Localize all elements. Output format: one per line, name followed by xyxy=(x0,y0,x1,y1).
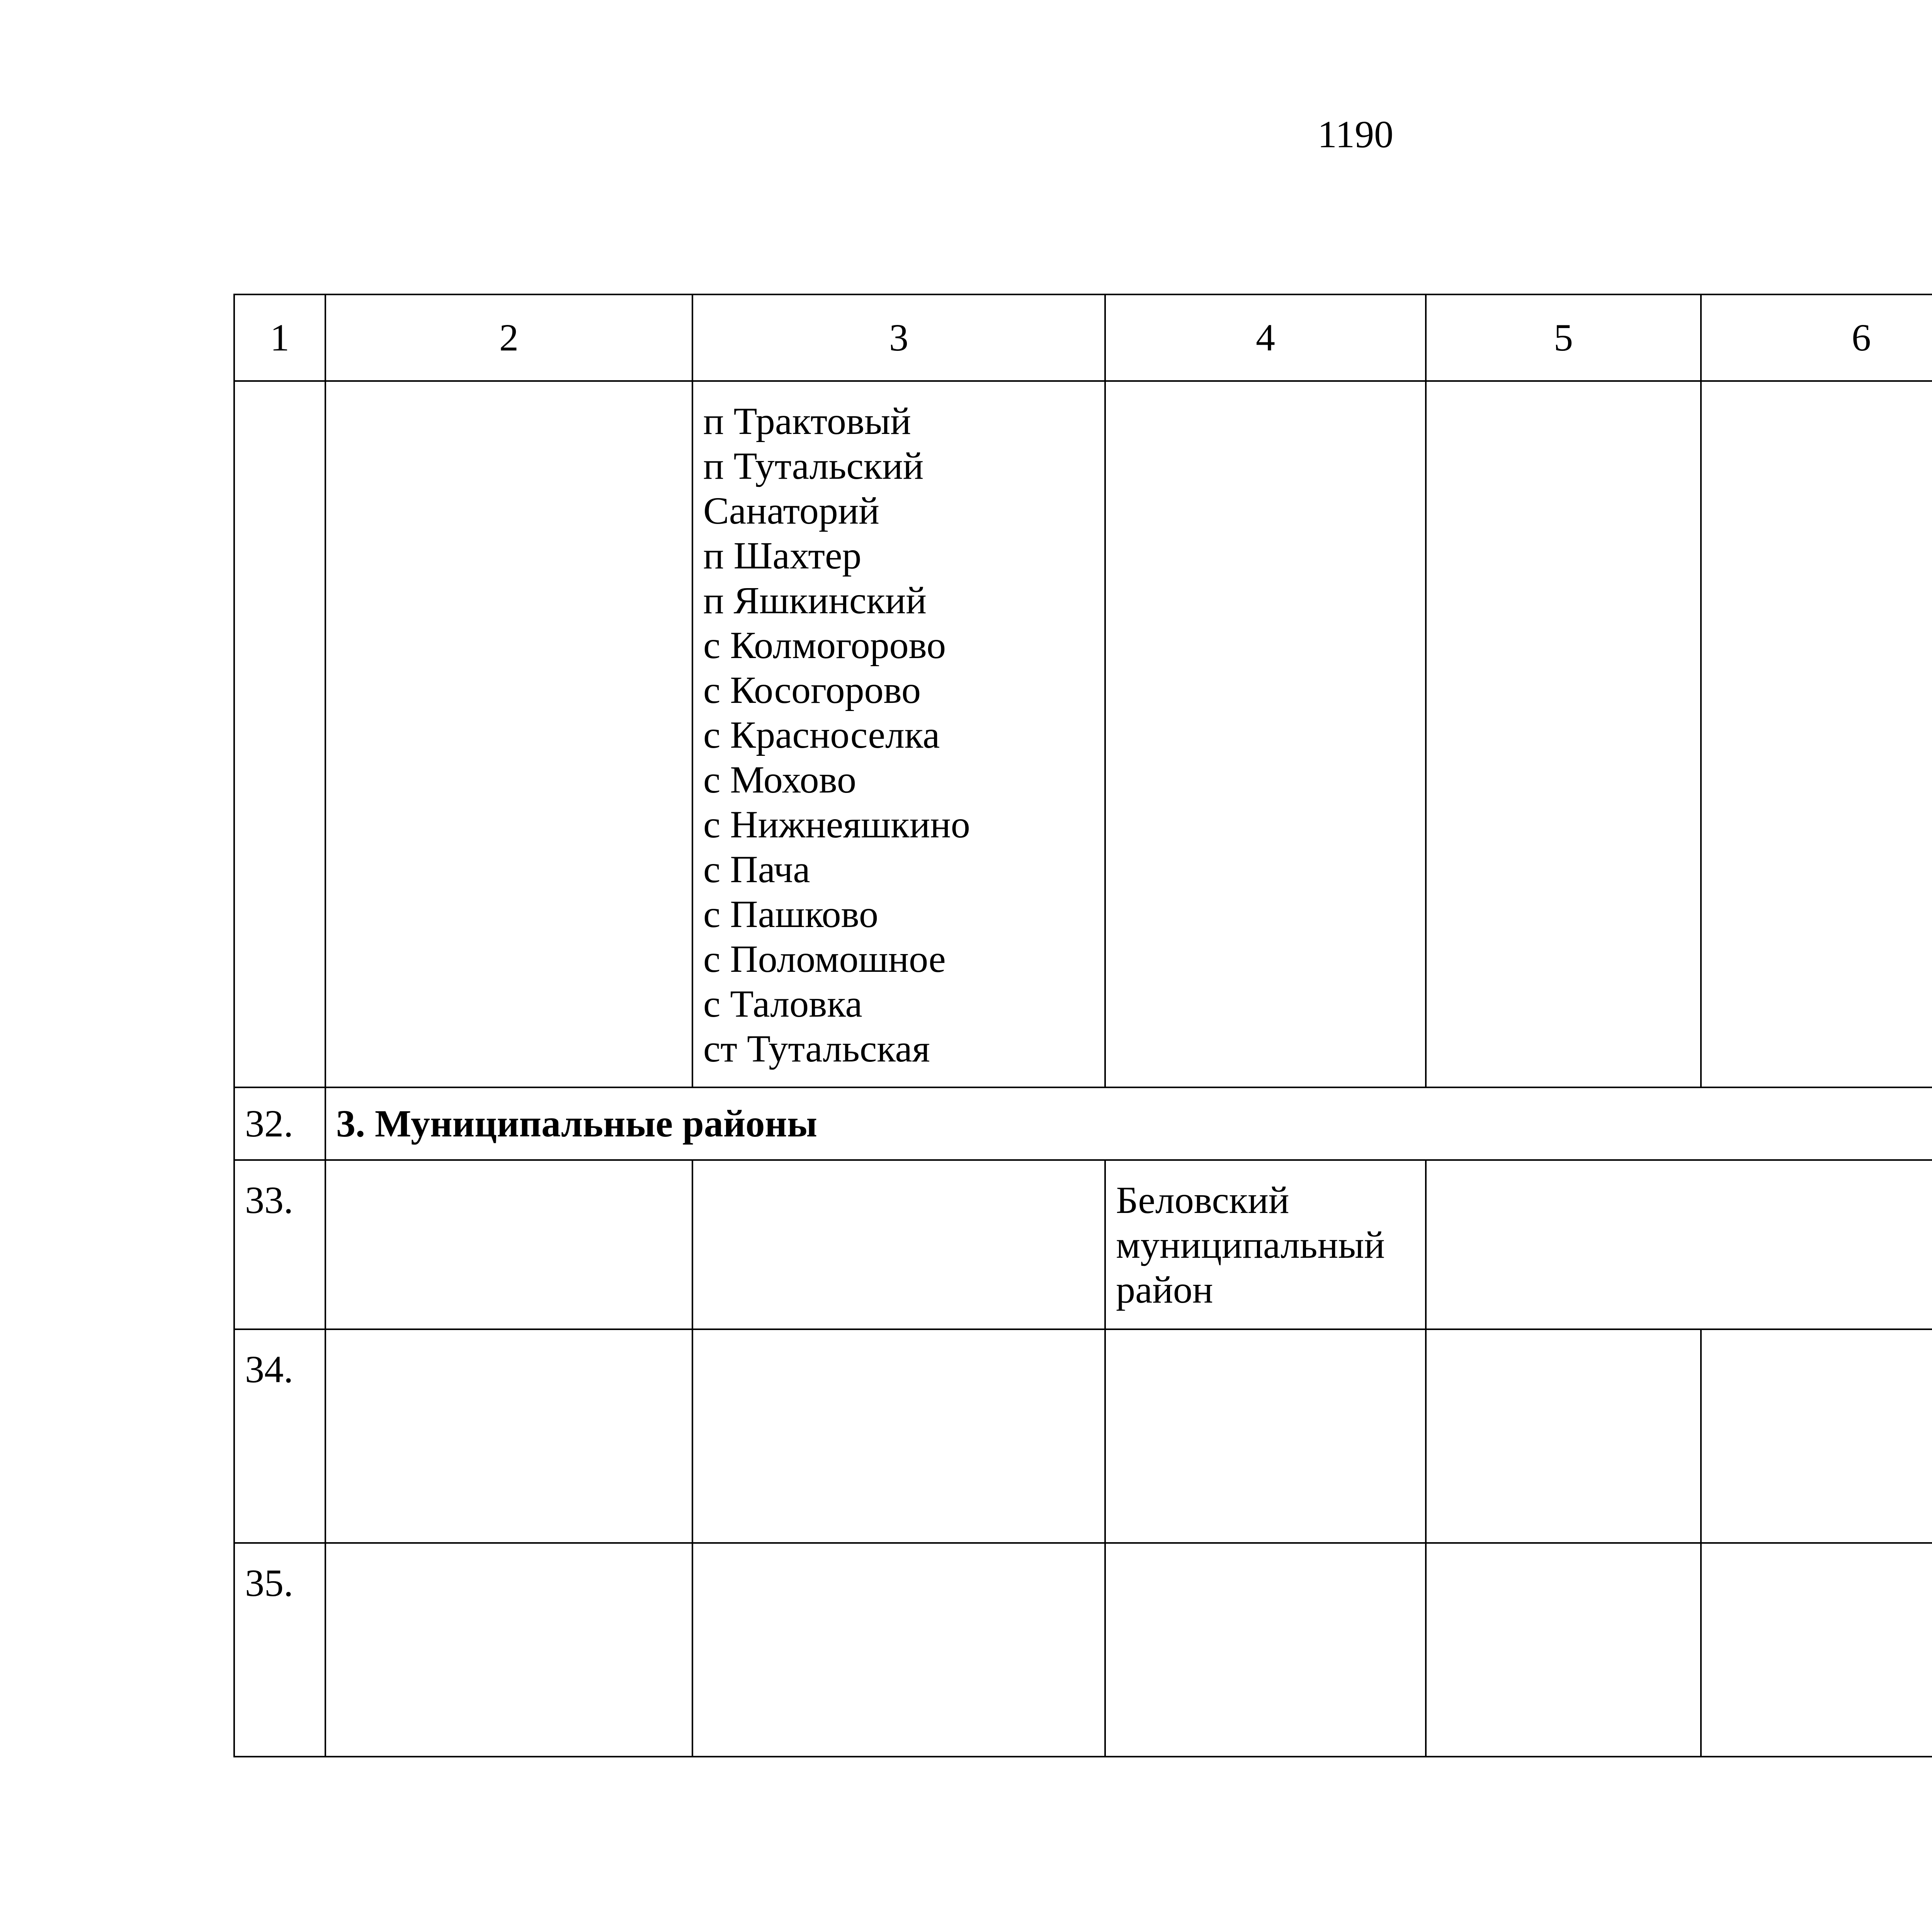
row-number: 32. xyxy=(234,1087,325,1160)
locality-item: с Поломошное xyxy=(703,937,946,980)
locality-item: ст Тутальская xyxy=(703,1027,930,1070)
cell-empty xyxy=(1105,1329,1426,1543)
locality-item: с Пашково xyxy=(703,893,879,936)
district-name-cell xyxy=(1105,1160,1426,1329)
data-table xyxy=(233,294,1932,1757)
locality-item: с Красноселка xyxy=(703,713,940,756)
table-row-33 xyxy=(234,1160,1932,1329)
locality-item: п Яшкинский xyxy=(703,579,927,622)
header-cell-3: 3 xyxy=(692,294,1105,381)
header-cell-4: 4 xyxy=(1105,294,1426,381)
header-row xyxy=(234,294,1932,381)
cell-empty xyxy=(325,1160,692,1329)
cell-empty xyxy=(692,1543,1105,1757)
cell-empty xyxy=(1701,381,1932,1087)
locality-item: с Колмогорово xyxy=(703,624,946,667)
cell-empty xyxy=(325,381,692,1087)
cell-empty xyxy=(1426,1329,1701,1543)
header-cell-6: 6 xyxy=(1701,294,1932,381)
locality-item: п Тутальский xyxy=(703,444,924,487)
cell-empty xyxy=(1701,1329,1932,1543)
locality-item: с Таловка xyxy=(703,982,862,1025)
cell-empty xyxy=(692,1160,1105,1329)
table-row-35 xyxy=(234,1543,1932,1757)
locality-item: с Косогорово xyxy=(703,668,921,711)
cell-empty xyxy=(1426,381,1701,1087)
locality-item: с Нижнеяшкино xyxy=(703,803,970,846)
cell-empty xyxy=(325,1543,692,1757)
locality-item: п Шахтер xyxy=(703,534,862,577)
district-name-line: муниципальный xyxy=(1116,1223,1385,1266)
table-row-32 xyxy=(234,1087,1932,1160)
section-title: 3. Муниципальные районы xyxy=(325,1087,1932,1160)
page-number: 1190 xyxy=(1317,113,1394,156)
cell-empty xyxy=(1426,1543,1701,1757)
header-cell-5: 5 xyxy=(1426,294,1701,381)
cell-empty xyxy=(1105,381,1426,1087)
cell-empty xyxy=(325,1329,692,1543)
district-name-line: Беловский xyxy=(1116,1179,1289,1221)
header-cell-2: 2 xyxy=(325,294,692,381)
locality-item: с Пача xyxy=(703,848,810,891)
locality-item: п Трактовый xyxy=(703,400,911,442)
cell-empty xyxy=(1105,1543,1426,1757)
row-number: 33. xyxy=(234,1160,325,1329)
locality-item: Санаторий xyxy=(703,489,879,532)
cell-empty xyxy=(692,1329,1105,1543)
cell-empty xyxy=(234,381,325,1087)
row-number: 35. xyxy=(234,1543,325,1757)
locality-item: с Мохово xyxy=(703,758,857,801)
cell-empty-merged xyxy=(1426,1160,1932,1329)
locality-list-cell xyxy=(692,381,1105,1087)
table-row-continuation xyxy=(234,381,1932,1087)
district-name-line: район xyxy=(1116,1268,1213,1311)
table-row-34 xyxy=(234,1329,1932,1543)
row-number: 34. xyxy=(234,1329,325,1543)
cell-empty xyxy=(1701,1543,1932,1757)
header-cell-1: 1 xyxy=(234,294,325,381)
